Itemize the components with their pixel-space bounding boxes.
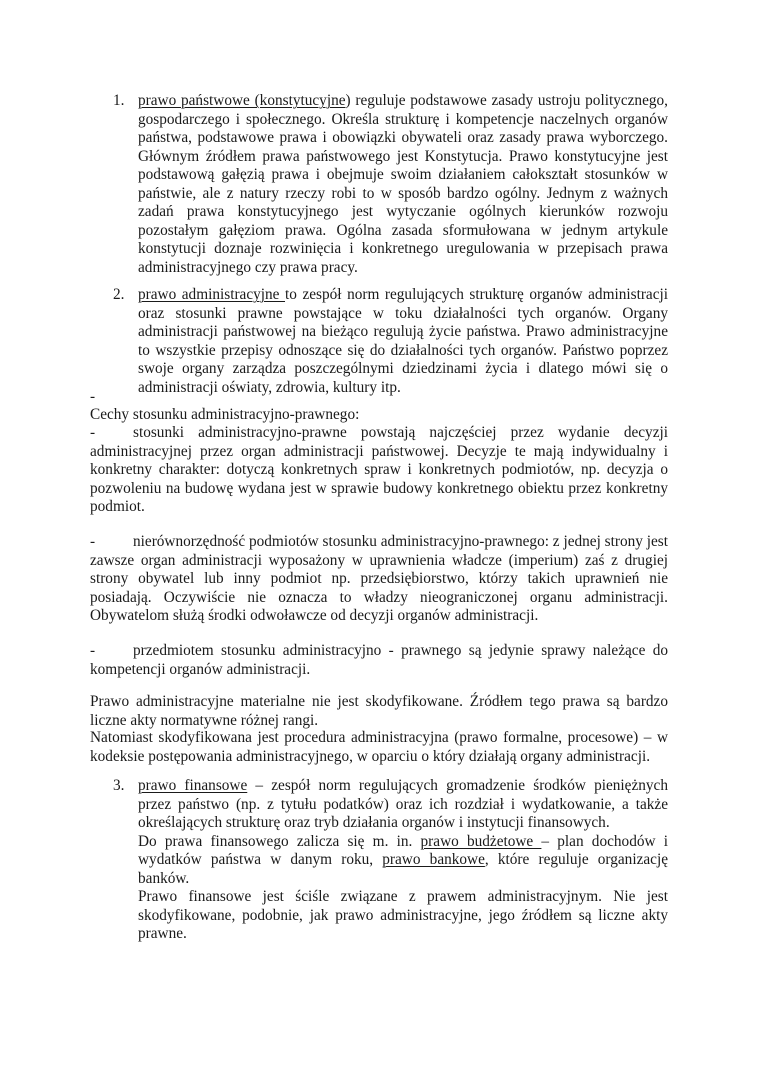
item-text: Do prawa finansowego zalicza się m. in.: [138, 832, 421, 850]
term: prawo administracyjne: [138, 286, 286, 303]
term-budget-law: prawo budżetowe: [420, 832, 542, 850]
feature-item: [90, 424, 668, 517]
stray-dash: -: [90, 388, 96, 405]
feature-item: [90, 642, 668, 679]
paragraph-procedure: Natomiast skodyfikowana jest procedura administracyjna (prawo formalne, procesowe) – w kodeksie postępowania administracyjnego, w oparciu o który działają organy administracji.: [90, 729, 668, 765]
item-text: ) reguluje podstawowe zasady ustroju politycznego, gospodarczego i społecznego. Określa strukturę i kompetencje naczelnych organów państwa, podstawowe prawa i obowiązki obywateli oraz zasady prawa wyborczego. Głównym źródłem prawa państwowego jest Konstytucja. Prawo konstytucyjne jest podstawową gałęzią prawa i obejmuje swoim działaniem całokształt stosunków w państwie, ale z natury rzeczy robi to w sposób bardzo ogólny. Jednym z ważnych zadań prawa konstytucyjnego jest wytyczanie ogólnych kierunków rozwoju pozostałym gałęziom prawa. Ogólna zasada sformułowana w jednym artykule konstytucji doznaje rozwinięcia i konkretnego uregulowania w przepisach prawa administracyjnego czy prawa pracy.: [138, 92, 668, 276]
item-text: Prawo finansowe jest ściśle związane z prawem administracyjnym. Nie jest skodyfikowane, podobnie, jak prawo administracyjne, jego źródłem są liczne akty prawne.: [138, 888, 668, 942]
item-text: , które reguluje organizację banków.: [138, 851, 668, 887]
bullet-dash: -: [90, 533, 96, 550]
list-number: 1.: [113, 92, 125, 109]
feature-item: [90, 533, 668, 626]
item-text: to zespół norm regulujących strukturę organów administracji oraz stosunki prawne powstające w toku działalności tych organów. Organy administracji państwowej na bieżąco regulują życie państwa. Prawo administracyjne to wszystkie przepisy odnoszące się do działalności tych organów. Państwo poprzez swoje organy zarządza poszczególnymi dziedzinami życia i dlatego mówi się o administracji oświaty, zdrowia, kultury itp.: [138, 286, 668, 396]
paragraph-material-law: Prawo administracyjne materialne nie jest skodyfikowane. Źródłem tego prawa są bardzo liczne akty normatywne różnej rangi.: [90, 693, 668, 729]
term: prawo finansowe: [138, 777, 248, 794]
term-banking-law: prawo bankowe: [382, 851, 485, 868]
features-heading: Cechy stosunku administracyjno-prawnego:: [90, 406, 360, 423]
list-number: 2.: [113, 286, 125, 303]
item-text: – zespół norm regulujących gromadzenie środków pieniężnych przez państwo (np. z tytułu podatków) oraz ich rozdział i wydatkowanie, a także określających strukturę oraz tryb działania organów i instytucji finansowych.: [138, 777, 668, 831]
feature-text: nierównorzędność podmiotów stosunku administracyjno-prawnego: z jednej strony jest zawsze organ administracji wyposażony w uprawnienia władcze (imperium) zaś z drugiej strony obywatel lub inny podmiot np. przedsiębiorstwo, którzy takich uprawnień nie posiadają. Oczywiście nie oznacza to władzy nieograniczonej organu administracji. Obywatelom służą środki odwoławcze od decyzji organów administracji.: [90, 533, 668, 624]
list-item-1: [113, 92, 668, 277]
item-text: – plan dochodów i wydatków państwa w danym roku,: [138, 832, 668, 868]
list-number: 3.: [113, 777, 125, 794]
bullet-dash: -: [90, 424, 96, 441]
term: prawo państwowe (konstytucyjne: [138, 92, 346, 109]
list-item-2: [113, 286, 668, 397]
feature-text: przedmiotem stosunku administracyjno - prawnego są jedynie sprawy należące do kompetencji organów administracji.: [90, 642, 668, 678]
list-item-3: [113, 777, 668, 944]
feature-text: stosunki administracyjno-prawne powstają najczęściej przez wydanie decyzji administracyjnej przez organ administracji państwowej. Decyzje te mają indywidualny i konkretny charakter: dotyczą konkretnych spraw i konkretnych podmiotów, np. decyzja o pozwoleniu na budowę wydana jest w sprawie budowy konkretnego obiektu przez konkretny podmiot.: [90, 424, 668, 515]
bullet-dash: -: [90, 642, 96, 659]
